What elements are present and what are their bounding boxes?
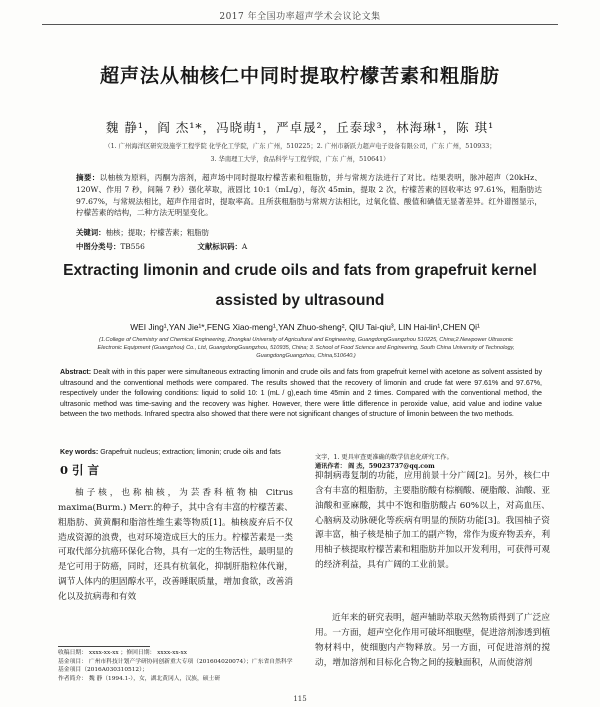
running-header: 2017 年全国功率超声学术会议论文集 — [219, 12, 381, 22]
corresponding-author-email: 通讯作者： 阎 杰，59023737@qq.com — [315, 463, 435, 470]
english-abstract — [60, 367, 542, 420]
chinese-keywords-label: 关键词： — [76, 228, 106, 237]
introduction-left-column: 柚子核，也称柚核，为芸香科植物柚 Citrus maxima(Burm.) Merr.的种子，其中含有丰富的柠檬苦素、粗脂肪、黄黄酮和脂溶性维生素等物质[1]。柚核废弃后不仅造成资源的浪费，也对环境造成巨大的压力。柠檬苦素是一类可取代部分抗癌环保化合物，具有一定的生物活性，最明显的是它可用于防癌，同时，还具有杭氧化，抑制肝脂粒体代谢，调节人体内的胆固醇水平，改善睡眠质量，增加食欲，改善消化以及抗病毒和有效 — [58, 488, 293, 602]
chinese-keywords — [76, 227, 209, 238]
introduction-right-column: 抑制病毒复制的功能，应用前景十分广阔[2]。另外，核仁中含有丰富的粗脂肪，主要脂肪酸有棕榈酸、硬脂酸、油酸、亚油酸和亚麻酸，其中不饱和脂肪酸占 60%以上，对高血压、心脑病及动脉硬化等疾病有明显的预防功能[3]。我国柚子资源丰富，柚子核是柚子加工的副产物，常作为废弃物丢弃，利用柚子核提取柠檬苦素和粗脂肪并加以开发利用，可获得可观的经济利益，具有广阔的工业前景。 — [315, 471, 550, 571]
chinese-title: 超声法从柚核仁中同时提取柠檬苦素和粗脂肪 — [99, 65, 500, 87]
classification-line — [76, 241, 247, 252]
footnote-funding: 基金项目： 广州市科技计划产学研协同创新重大专项（201604020074）；广东省自然科学基金项目（2016A030310512）； — [58, 659, 293, 674]
class-value: TB556 — [120, 242, 145, 251]
doc-code-label: 文献标识码： — [197, 242, 242, 251]
chinese-abstract-text: 以柚核为原料，丙酮为溶剂，超声场中同时提取柠檬苦素和粗脂肪，并与常规方法进行了对比。结果表明，脉冲超声（20kHz、120W、作用 7 秒，间隔 7 秒）强化萃取，液固比 10:1（mL/g），每次 45min，提取 2 次，柠檬苦素的回收率达 97.61%，粗脂肪达 97.67%，与常规法相比，超声作用省时，提取率高。且所获粗脂肪与常规方法相比，过氧化值、酸值和碘值无显著差异。红外谱图显示，柠檬苦素的结构，二种方法无明显变化。 — [76, 173, 542, 218]
class-label: 中图分类号： — [76, 242, 121, 251]
english-title-line-1: Extracting limonin and crude oils and fats from grapefruit kernel — [63, 262, 537, 279]
introduction-right-column-paragraph-2: 近年来的研究表明，超声辅助萃取天然物质得到了广泛应用。一方面，超声空化作用可破坏细胞壁，促进溶剂渗透到植物材料中，使细胞内产物释放。另一方面，可促进溶剂的搅动，增加溶剂和目标化合物之间的接触面积，从而使溶剂 — [315, 613, 550, 668]
chinese-keywords-text: 柚核；提取；柠檬苦素；粗脂肪 — [105, 228, 210, 237]
chinese-authors: 魏 静¹，阎 杰¹*，冯晓萌¹，严卓晟²，丘泰球³，林海琳¹，陈 琪¹ — [105, 120, 495, 135]
header-rule — [42, 24, 558, 25]
english-abstract-text: Dealt with in this paper were simultaneous extracting limonin and crude oils and fats from grapefruit kernel with acetone as solvent assisted by ultrasound and the conventional methods were compared. The results showed that the recovery of limonin and crude fat were 97.61% and 97.67%, respectively under the following conditions: liquid to solid 10: 1 (mL / g),each time 45min and 2 times. Compared with the conventional method, the ultrasonic method was time-saving and the recovery was higher. However, there were little difference in peroxide value, acid value and iodine value between the two methods. Infrared spectra also showed that there were not significant changes of structure of limonin between the two methods. — [60, 368, 542, 418]
footnote-rule — [58, 646, 150, 647]
english-title-line-2: assisted by ultrasound — [215, 292, 385, 309]
section-heading-introduction: 0 引 言 — [60, 463, 100, 477]
english-affiliations: (1.College of Chemistry and Chemical Engineering, Zhongkai University of Agricultural and Engineering, GuangdongGuangzhou 510225, China;2.Newpower Ultrasonic Electronic Equipment (Guangzhou) Co., Ltd, GuangdongGuangzhou, 510935, China; 3. School of Food Science and Engineering, South China University of Technology, GuangdongGuangzhou, China,510640.) — [97, 337, 515, 359]
page-number: 115 — [293, 695, 307, 703]
chinese-affiliation-1: （1. 广州海洋区研究设施学工程学院 化学化工学院，广东 广州，510225；2. 广州市新跃力超声电子设备有限公司，广东 广州，510933； — [104, 143, 496, 150]
english-keywords — [60, 448, 281, 456]
doc-code-value: A — [241, 242, 248, 251]
chinese-affiliation-2: 3. 华南理工大学，食品科学与工程学院，广东 广州，510641） — [210, 156, 390, 163]
chinese-abstract — [76, 172, 542, 219]
english-authors: WEI Jing¹,YAN Jie¹*,FENG Xiao-meng¹,YAN Zhuo-sheng², QIU Tai-qiu³, LIN Hai-lin¹,CHEN Qi¹ — [130, 322, 480, 332]
english-keywords-text: Grapefruit nucleus; extraction; limonin; crude oils and fats — [100, 448, 281, 456]
footnote-received: 收稿日期： xxxx-xx-xx ；修回日期： xxxx-xx-xx — [58, 650, 188, 656]
right-column-note: 文字，1. 更具审查更准确的数学信息化研究工作。 — [315, 454, 453, 461]
footnote-author-intro: 作者简介： 魏 静（1994.1-），女，湖北黄冈人，汉族，硕士研 — [58, 676, 221, 682]
chinese-abstract-label: 摘要： — [76, 173, 100, 182]
english-keywords-label: Key words: — [60, 448, 99, 456]
english-abstract-label: Abstract: — [60, 368, 92, 376]
